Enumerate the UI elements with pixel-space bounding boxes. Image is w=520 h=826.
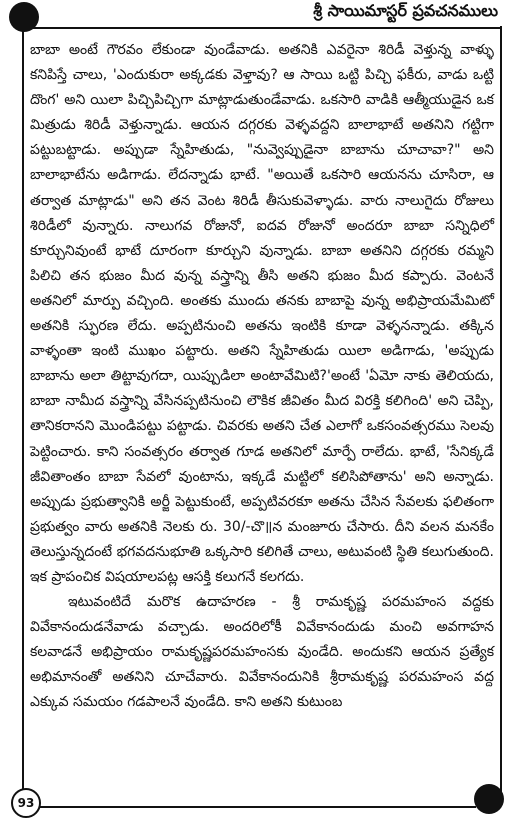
footer-rule xyxy=(22,806,476,808)
running-header-title: శ్రీ సాయిమాస్టర్ ప్రవచనములు xyxy=(313,1,498,20)
header-rule xyxy=(24,27,500,29)
left-border-rule xyxy=(22,26,24,806)
corner-dot-bottom-right xyxy=(474,784,504,814)
right-border-rule xyxy=(500,26,502,796)
body-text xyxy=(30,38,494,716)
paragraph-1: బాబా అంటే గౌరవం లేకుండా వుండేవాడు. అతనికి ఎవరైనా శిరిడీ వెళ్తున్న వాళ్ళు కనిపిస్తే చాలు, 'ఎందుకురా అక్కడకు వెళ్తావు? ఆ సాయి ఒట్టి పిచ్చి ఫకీరు, వాడు ఒట్టి దొంగ' అని యిలా పిచ్చిపిచ్చిగా మాట్లాడుతుండేవాడు. ఒకసారి వాడికి ఆత్మీయుడైన ఒక మిత్రుడు శిరిడీ వెళ్తున్నాడు. ఆయన దగ్గరకు వెళ్ళవద్దని బాలాభాటే అతనిని గట్టిగా పట్టుబట్టాడు. అప్పుడా స్నేహితుడు, "నువ్వెప్పుడైనా బాబాను చూచావా?" అని బాలాభాటేను అడిగాడు. లేదన్నాడు భాటే. "అయితే ఒకసారి ఆయనను చూసిరా, ఆ తర్వాత మాట్లాడు" అని తన వెంట శిరిడీ తీసుకువెళ్ళాడు. వారు నాలుగైదు రోజులు శిరిడీలో వున్నారు. నాలుగవ రోజునో, ఐదవ రోజునో అందరూ బాబా సన్నిధిలో కూర్చునివుంటే భాటే దూరంగా కూర్చుని వున్నాడు. బాబా అతనిని దగ్గరకు రమ్మని పిలిచి తన భుజం మీద వున్న వస్త్రాన్ని తీసి అతని భుజం మీద కప్పారు. వెంటనే అతనిలో మార్పు వచ్చింది. అంతకు ముందు తనకు బాబాపై వున్న అభిప్రాయమేమిటో అతనికి స్ఫురణ లేదు. అప్పటినుంచి అతను ఇంటికి కూడా వెళ్ళనన్నాడు. తక్కిన వాళ్ళంతా ఇంటి ముఖం పట్టారు. అతని స్నేహితుడు యిలా అడిగాడు, 'అప్పుడు బాబాను అలా తిట్టావుగదా, యిప్పుడిలా అంటావేమిటి?'అంటే 'ఏమో నాకు తెలియదు, బాబా నామీద వస్త్రాన్ని వేసినప్పటినుంచి లౌకిక జీవితం మీద విరక్తి కలిగింది' అని చెప్పి, తానికరానని మొండిపట్టు పట్టాడు. చివరకు అతని చేత ఎలాగో ఒకసంవత్సరము సెలవు పెట్టించారు. కాని సంవత్సరం తర్వాత గూడ అతనిలో మార్పే రాలేదు. భాటే, 'సేనిక్కడే జీవితాంతం బాబా సేవలో వుంటాను, ఇక్కడే మట్టిలో కలిసిపోతాను' అని అన్నాడు. అప్పుడు ప్రభుత్వానికి అర్జీ పెట్టుకుంటే, అప్పటివరకూ అతను చేసిన సేవలకు ఫలితంగా ప్రభుత్వం వారు అతనికి నెలకు రు. 30/-చొ॥న మంజూరు చేసారు. దీని వలన మనకేం తెలుస్తున్నదంటే భగవదనుభూతి ఒక్కసారి కలిగితే చాలు, అటువంటి స్థితి కలుగుతుంది. ఇక ప్రాపంచిక విషయాలపట్ల ఆసక్తి కలుగనే కలగదు. xyxy=(30,42,494,585)
page-number: 93 xyxy=(11,788,41,818)
paragraph-2: ఇటువంటిదే మరొక ఉదాహరణ - శ్రీ రామకృష్ణ పరమహంస వద్దకు వివేకానందుడనేవాడు వచ్చాడు. అందరిలోకీ వివేకానందుడు మంచి అవగాహన కలవాడనే అభిప్రాయం రామకృష్ణపరమహంసకు వుండేది. అందుకని ఆయన ప్రత్యేక అభిమానంతో అతనిని చూచేవారు. వివేకానందునికి శ్రీరామకృష్ణ పరమహంస వద్ద ఎక్కువ సమయం గడపాలనే వుండేది. కాని అతని కుటుంబ xyxy=(30,594,494,711)
